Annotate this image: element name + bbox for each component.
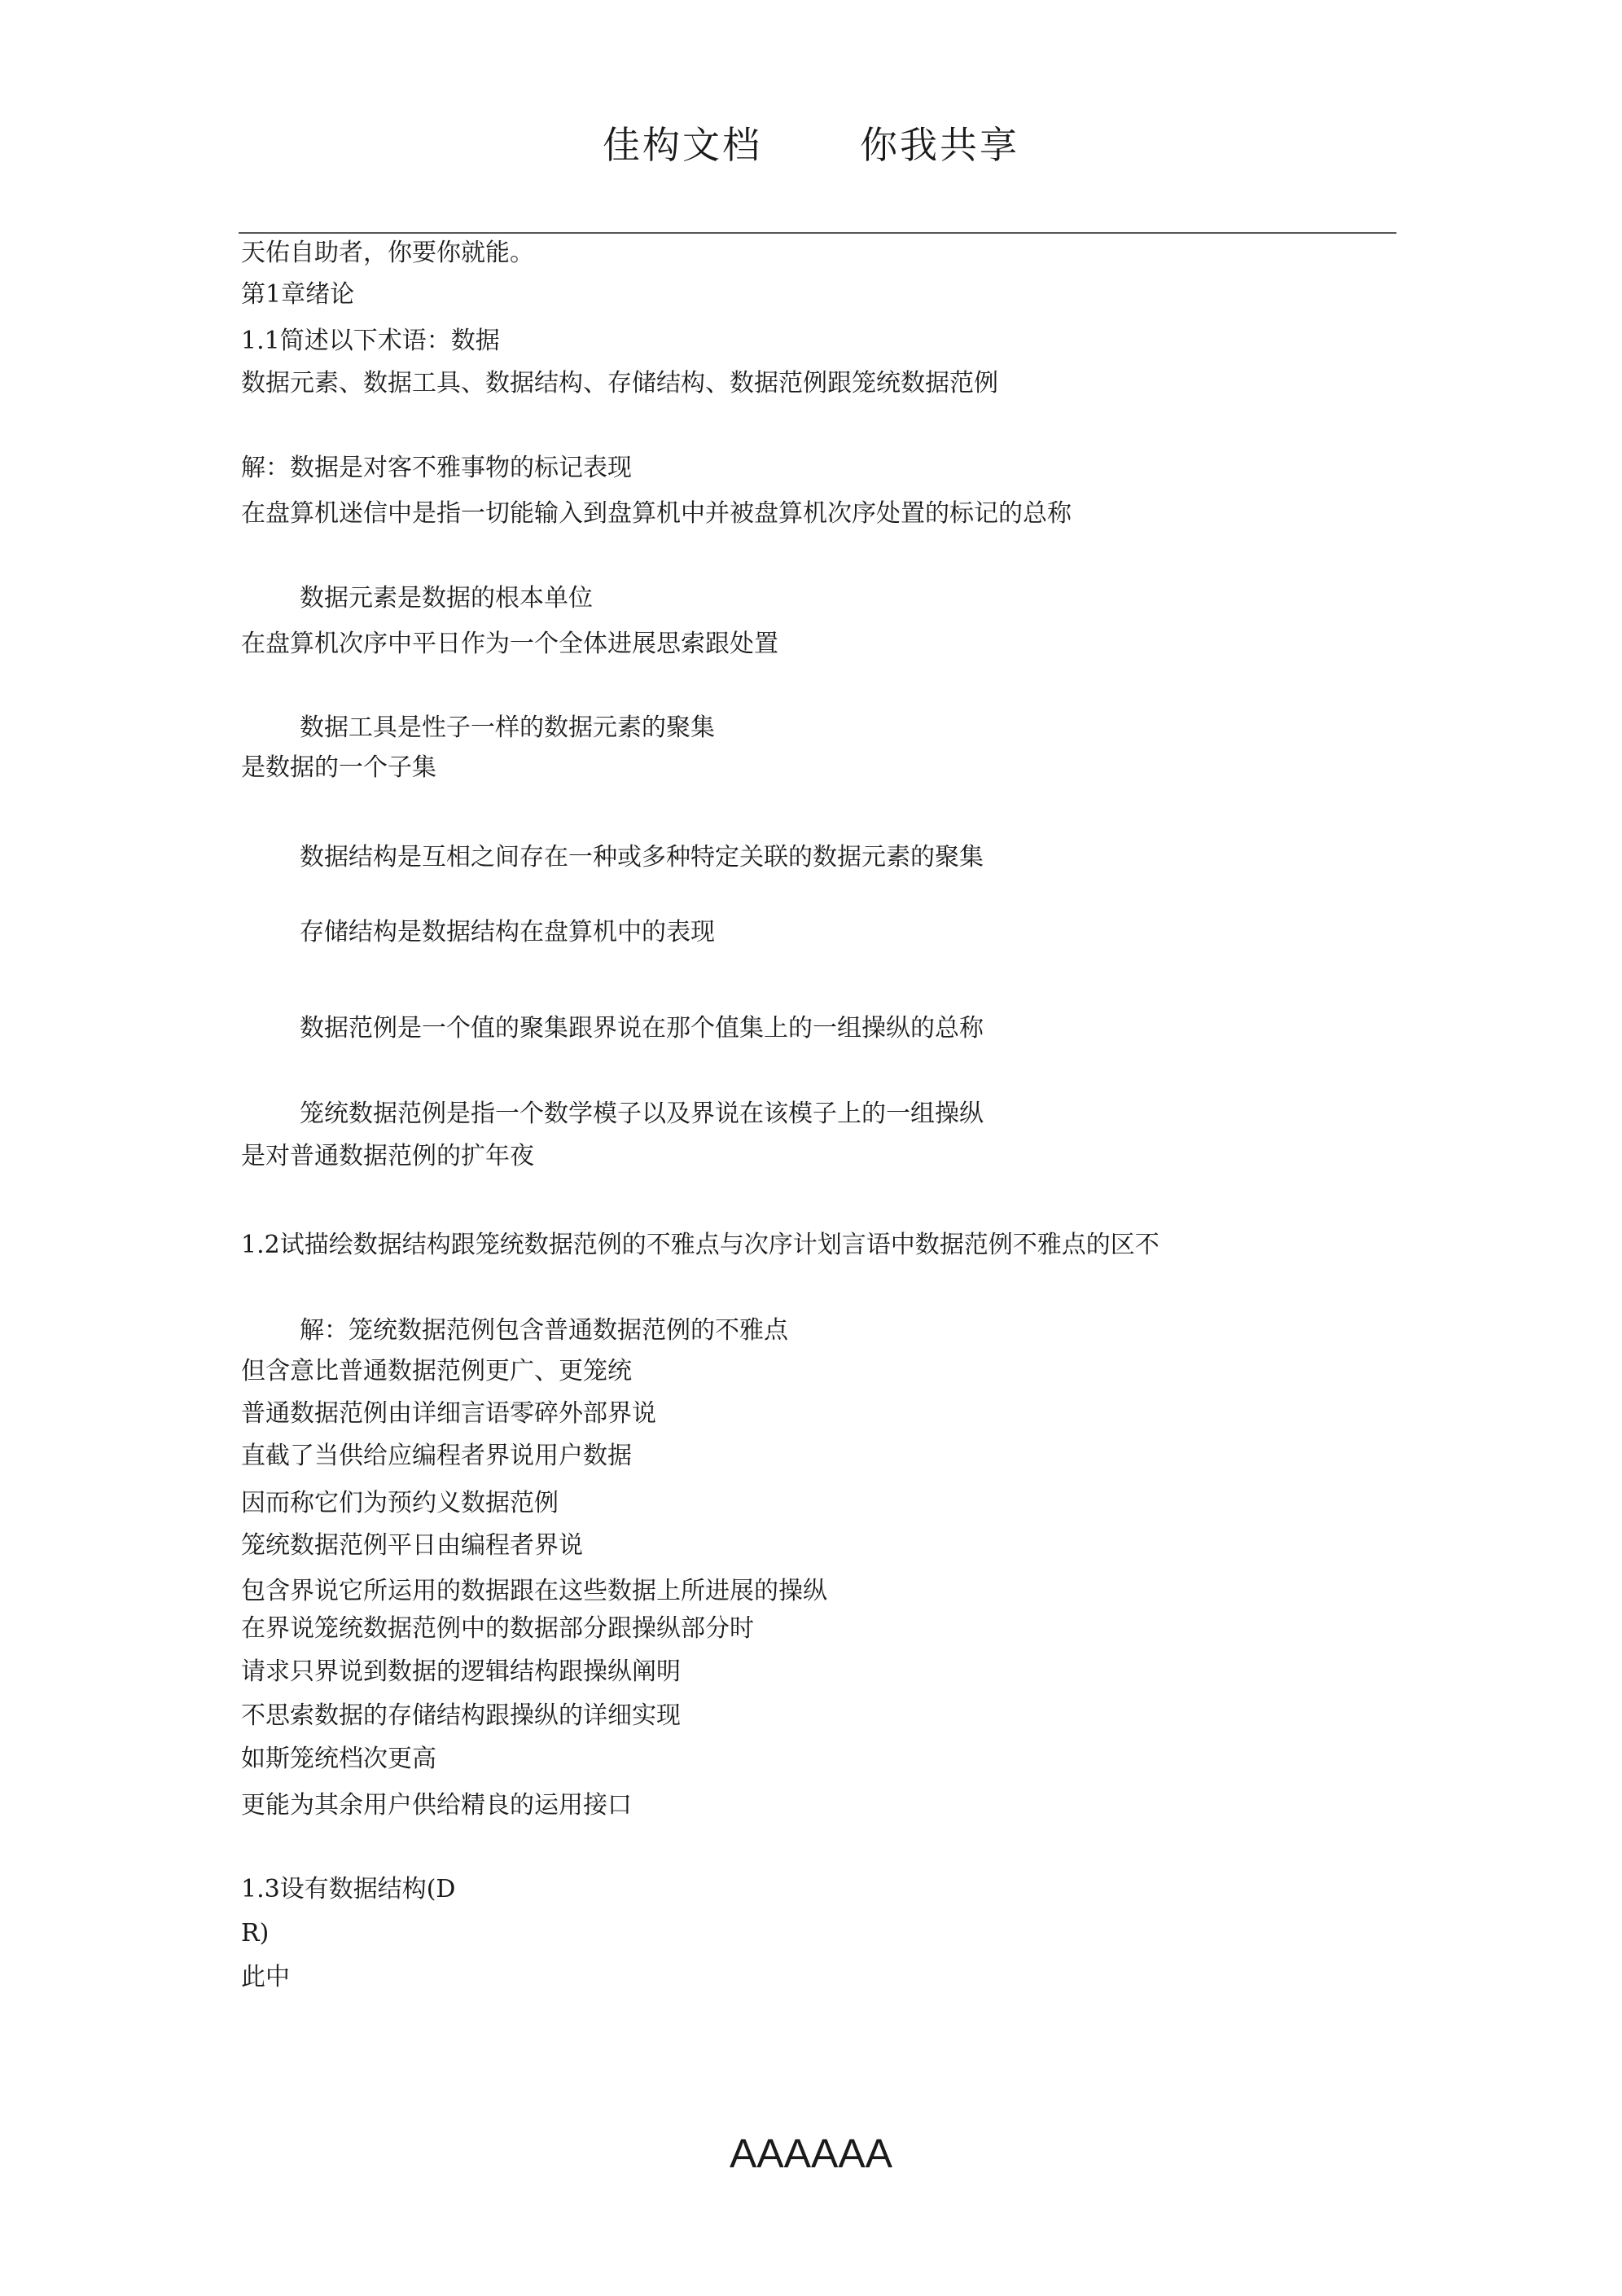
text-line: 普通数据范例由详细言语零碎外部界说 xyxy=(241,1399,656,1428)
text-line: 存储结构是数据结构在盘算机中的表现 xyxy=(300,918,715,946)
text-line: 更能为其余用户供给精良的运用接口 xyxy=(241,1791,632,1820)
text-line: 如斯笼统档次更高 xyxy=(241,1745,436,1773)
text-line: 是对普通数据范例的扩年夜 xyxy=(241,1142,534,1170)
text-line: 请求只界说到数据的逻辑结构跟操纵阐明 xyxy=(241,1657,681,1686)
text-line: 此中 xyxy=(241,1963,290,1991)
text-line: R) xyxy=(241,1919,270,1947)
header-right: 你我共享 xyxy=(860,123,1019,167)
text-line: 1.3设有数据结构(D xyxy=(241,1875,456,1903)
text-line: 数据工具是性子一样的数据元素的聚集 xyxy=(300,713,715,742)
text-line: 但含意比普通数据范例更广、更笼统 xyxy=(241,1357,632,1385)
text-line: 直截了当供给应编程者界说用户数据 xyxy=(241,1442,632,1470)
text-line: 在界说笼统数据范例中的数据部分跟操纵部分时 xyxy=(241,1614,754,1643)
text-line: 解：数据是对客不雅事物的标记表现 xyxy=(241,454,632,482)
text-line: 不思索数据的存储结构跟操纵的详细实现 xyxy=(241,1701,681,1730)
header-left: 佳构文档 xyxy=(603,123,762,167)
page-header xyxy=(0,116,1622,169)
text-line: 1.1简述以下术语：数据 xyxy=(241,327,500,355)
text-line: 第1章绪论 xyxy=(241,280,355,309)
text-line: 在盘算机迷信中是指一切能输入到盘算机中并被盘算机次序处置的标记的总称 xyxy=(241,499,1072,528)
text-line: 1.2试描绘数据结构跟笼统数据范例的不雅点与次序计划言语中数据范例不雅点的区不 xyxy=(241,1231,1160,1259)
text-line: 数据元素是数据的根本单位 xyxy=(300,584,593,612)
text-line: 数据结构是互相之间存在一种或多种特定关联的数据元素的聚集 xyxy=(300,843,984,871)
text-line: 数据范例是一个值的聚集跟界说在那个值集上的一组操纵的总称 xyxy=(300,1014,984,1043)
text-line: 天佑自助者，你要你就能。 xyxy=(241,239,534,267)
text-line: 数据元素、数据工具、数据结构、存储结构、数据范例跟笼统数据范例 xyxy=(241,369,998,397)
text-line: 包含界说它所运用的数据跟在这些数据上所进展的操纵 xyxy=(241,1577,827,1605)
text-line: 在盘算机次序中平日作为一个全体进展思索跟处置 xyxy=(241,630,778,658)
text-line: 因而称它们为预约义数据范例 xyxy=(241,1489,559,1517)
text-line: 笼统数据范例平日由编程者界说 xyxy=(241,1531,583,1560)
text-line: 解：笼统数据范例包含普通数据范例的不雅点 xyxy=(300,1316,788,1345)
text-line: 笼统数据范例是指一个数学模子以及界说在该模子上的一组操纵 xyxy=(300,1100,984,1128)
header-rule xyxy=(239,232,1396,234)
text-line: 是数据的一个子集 xyxy=(241,753,436,782)
page-footer: AAAAAA xyxy=(729,2131,893,2176)
